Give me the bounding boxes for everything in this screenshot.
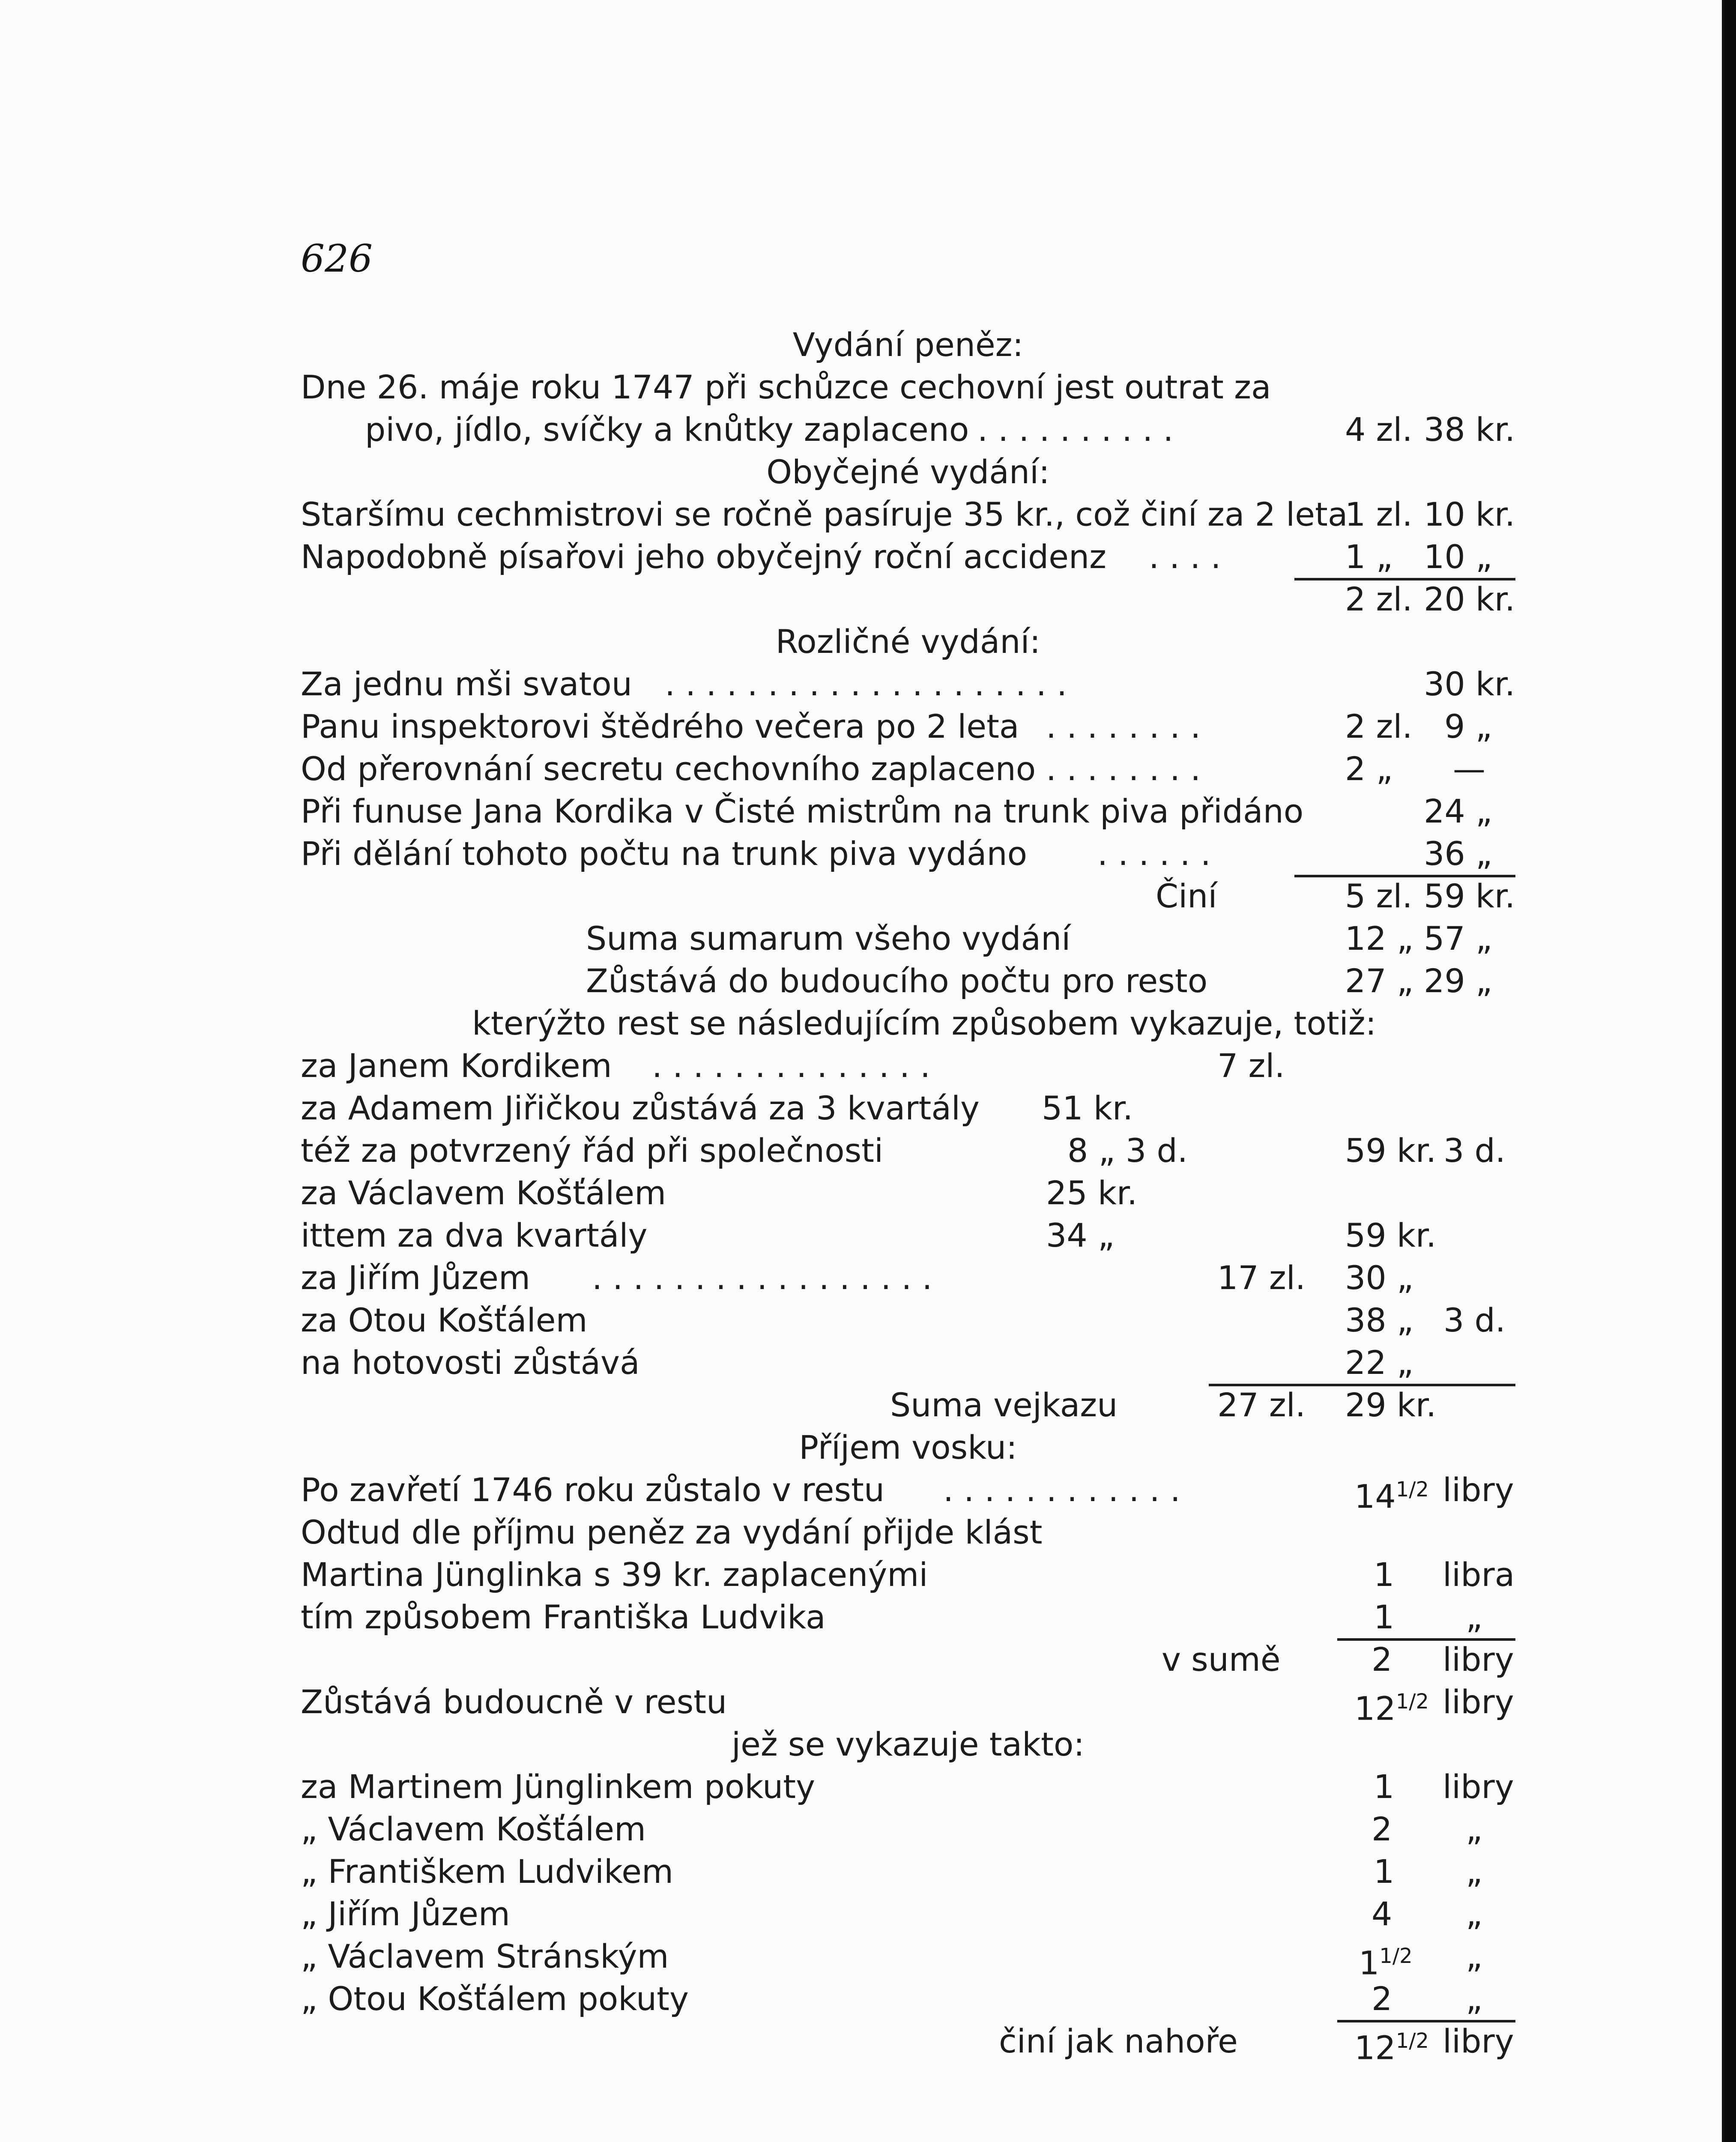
amount-fraction: 1/2 <box>1395 1478 1429 1502</box>
entry-line <box>301 1935 1515 1982</box>
amount-whole: 1 <box>1374 1852 1395 1891</box>
heading-text: Příjem vosku: <box>799 1428 1017 1466</box>
amount-whole: 12 <box>1354 1689 1396 1728</box>
amount-mid: 8 „ 3 d. <box>1067 1131 1188 1170</box>
entry-line <box>301 790 1515 832</box>
heading-prijem-vosku <box>301 1426 1515 1469</box>
entry-line <box>301 1681 1515 1728</box>
page-number: 626 <box>301 236 373 281</box>
entry-line <box>301 1087 1515 1129</box>
amount-fraction: 1/2 <box>1395 2029 1429 2053</box>
entry-line <box>301 960 1515 1002</box>
heading-vydani-penez <box>301 323 1515 366</box>
heading-obycejne-vydani <box>301 451 1515 493</box>
entry-text: Panu inspektorovi štědrého večera po 2 leta <box>301 707 1019 745</box>
entry-line <box>301 663 1515 705</box>
entry-text: na hotovosti zůstává <box>301 1343 640 1382</box>
amount-whole: 2 <box>1371 1810 1392 1848</box>
unit: „ <box>1466 1810 1483 1848</box>
entry-line <box>301 1850 1515 1893</box>
entry-text: Zůstává do budoucího počtu pro resto <box>586 962 1208 1000</box>
amount-libry <box>1359 1935 1413 1984</box>
amount-zl: 12 „ <box>1345 919 1414 957</box>
heading-rozlicne-vydani <box>301 620 1515 663</box>
total-line <box>301 1384 1515 1426</box>
amount-kr: 24 „ <box>1424 792 1493 830</box>
entry-line <box>301 1596 1515 1638</box>
amount-d: 3 d. <box>1443 1301 1506 1339</box>
entry-text: „ Jiřím Jůzem <box>301 1895 510 1933</box>
amount-whole: 12 <box>1354 2028 1396 2067</box>
amount-kr: 9 „ <box>1444 707 1492 745</box>
entry-text: ittem za dva kvartály <box>301 1216 648 1254</box>
total-line <box>301 2020 1515 2067</box>
entry-text: za Jiřím Jůzem <box>301 1259 530 1297</box>
entry-text: Odtud dle příjmu peněz za vydání přijde klást <box>301 1513 1043 1551</box>
amount-whole: 4 <box>1371 1895 1392 1933</box>
amount-kr: 29 „ <box>1424 962 1493 1000</box>
entry-line <box>301 1256 1515 1299</box>
amount-kr: 57 „ <box>1424 919 1493 957</box>
amount-fraction: 1/2 <box>1395 1690 1429 1714</box>
entry-text: Suma sumarum všeho vydání <box>586 919 1071 957</box>
amount-kr: 38 kr. <box>1424 410 1515 449</box>
entry-text: Martina Jünglinka s 39 kr. zaplacenými <box>301 1556 928 1594</box>
amount-whole: 1 <box>1374 1598 1395 1636</box>
amount-libry <box>1354 2020 1429 2069</box>
entry-text: Dne 26. máje roku 1747 při schůzce cechovní jest outrat za <box>301 368 1271 406</box>
heading-text: Obyčejné vydání: <box>766 453 1050 491</box>
unit: libra <box>1443 1556 1515 1594</box>
amount-mid: 51 kr. <box>1042 1089 1133 1127</box>
entry-text: za Martinem Jünglinkem pokuty <box>301 1768 816 1806</box>
amount-zl: 27 „ <box>1345 962 1414 1000</box>
entry-text: kterýžto rest se následujícím způsobem vykazuje, totiž: <box>472 1004 1377 1042</box>
entry-text: Při funuse Jana Kordika v Čisté mistrům na trunk piva přidáno <box>301 792 1304 830</box>
amount-d: 3 d. <box>1443 1131 1506 1170</box>
amount-kr: 59 kr. <box>1345 1131 1437 1170</box>
entry-line <box>301 1893 1515 1935</box>
entry-line <box>301 1044 1515 1087</box>
amount-kr: 59 kr. <box>1424 877 1515 915</box>
entry-line <box>301 1214 1515 1256</box>
amount-zl: 2 zl. <box>1345 707 1413 745</box>
entry-line <box>301 1977 1515 2020</box>
entry-text: za Adamem Jiřičkou zůstává za 3 kvartály <box>301 1089 980 1127</box>
entry-text: též za potvrzený řád při společnosti <box>301 1131 884 1170</box>
entry-text: tím způsobem Františka Ludvika <box>301 1598 826 1636</box>
leader-dots: .... <box>1149 538 1231 576</box>
amount-zl: 2 zl. <box>1345 580 1413 618</box>
unit: libry <box>1443 1640 1514 1678</box>
entry-text: Za jednu mši svatou <box>301 665 632 703</box>
entry-text: „ Václavem Stránským <box>301 1937 669 1975</box>
entry-line <box>301 1469 1515 1516</box>
entry-line <box>301 1129 1515 1172</box>
amount-mid: 7 zl. <box>1217 1047 1285 1085</box>
heading-text: Rozličné vydání: <box>775 622 1041 661</box>
amount-kr: — <box>1453 750 1485 788</box>
entry-line <box>301 832 1515 875</box>
entry-text: „ Františkem Ludvikem <box>301 1852 674 1891</box>
amount-whole: 1 <box>1374 1768 1395 1806</box>
amount-whole: 1 <box>1374 1556 1395 1594</box>
entry-line <box>301 366 1515 408</box>
unit: libry <box>1443 1768 1514 1806</box>
amount-kr: 22 „ <box>1345 1343 1414 1382</box>
entry-line <box>301 1511 1515 1553</box>
amount-mid: 25 kr. <box>1046 1174 1138 1212</box>
entry-line <box>301 1808 1515 1850</box>
entry-text: Suma vejkazu <box>890 1386 1118 1424</box>
unit: „ <box>1466 1852 1483 1891</box>
entry-line <box>301 917 1515 960</box>
amount-whole: 14 <box>1354 1477 1396 1516</box>
leader-dots: ........ <box>1046 750 1211 788</box>
amount-whole: 2 <box>1371 1640 1392 1678</box>
entry-text: Při dělání tohoto počtu na trunk piva vydáno <box>301 835 1028 873</box>
amount-whole: 2 <box>1371 1980 1392 2018</box>
amount-kr: 59 kr. <box>1345 1216 1437 1254</box>
entry-text: „ Otou Košťálem pokuty <box>301 1980 689 2018</box>
entry-line <box>301 1341 1515 1384</box>
unit: „ <box>1466 1980 1483 2018</box>
heading-text: jež se vykazuje takto: <box>731 1725 1085 1763</box>
unit: „ <box>1466 1895 1483 1933</box>
entry-line <box>301 1299 1515 1341</box>
amount-zl: 1 „ <box>1345 538 1393 576</box>
entry-text: v sumě <box>1162 1640 1281 1678</box>
amount-zl: 5 zl. <box>1345 877 1413 915</box>
amount-kr: 30 „ <box>1345 1259 1414 1297</box>
entry-text: za Václavem Košťálem <box>301 1174 666 1212</box>
entry-text: Zůstává budoucně v restu <box>301 1683 727 1721</box>
entry-line <box>301 1765 1515 1808</box>
entry-line <box>301 1002 1515 1044</box>
subtotal-line <box>301 875 1515 917</box>
entry-line <box>301 536 1515 578</box>
leader-dots: .............. <box>652 1047 941 1085</box>
leader-dots: .................... <box>665 665 1078 703</box>
amount-libry <box>1354 1681 1429 1729</box>
subtotal-line <box>301 1638 1515 1681</box>
amount-kr: 10 kr. <box>1424 495 1515 533</box>
unit: libry <box>1443 1683 1514 1721</box>
entry-text: Po zavřetí 1746 roku zůstalo v restu <box>301 1471 885 1509</box>
entry-text: Napodobně písařovi jeho obyčejný roční accidenz <box>301 538 1107 576</box>
amount-kr: 38 „ <box>1345 1301 1414 1339</box>
entry-line <box>301 1172 1515 1214</box>
leader-dots: ........ <box>1046 707 1211 745</box>
amount-kr: 29 kr. <box>1345 1386 1437 1424</box>
unit: libry <box>1443 1471 1514 1509</box>
heading-jez-se-vykazuje <box>301 1723 1515 1765</box>
entry-text: za Otou Košťálem <box>301 1301 588 1339</box>
entry-line <box>301 408 1515 451</box>
entry-text: „ Václavem Košťálem <box>301 1810 646 1848</box>
entry-text: pivo, jídlo, svíčky a knůtky zaplaceno <box>365 410 969 449</box>
entry-line <box>301 748 1515 790</box>
leader-dots: .......... <box>977 410 1184 449</box>
amount-mid: 34 „ <box>1046 1216 1115 1254</box>
unit: „ <box>1466 1937 1483 1975</box>
entry-text: za Janem Kordikem <box>301 1047 612 1085</box>
amount-libry <box>1354 1469 1429 1517</box>
amount-zl: 17 zl. <box>1217 1259 1306 1297</box>
leader-dots: ...... <box>1097 835 1221 873</box>
subtotal-line <box>301 578 1515 620</box>
leader-dots: ............ <box>943 1471 1191 1509</box>
amount-zl: 2 „ <box>1345 750 1393 788</box>
amount-whole: 1 <box>1359 1944 1380 1982</box>
amount-zl: 27 zl. <box>1217 1386 1306 1424</box>
amount-fraction: 1/2 <box>1379 1944 1413 1968</box>
amount-kr: 36 „ <box>1424 835 1493 873</box>
amount-kr: 30 kr. <box>1424 665 1515 703</box>
unit: „ <box>1466 1598 1483 1636</box>
entry-line <box>301 705 1515 748</box>
entry-line <box>301 493 1515 536</box>
unit: libry <box>1443 2022 1514 2060</box>
amount-kr: 20 kr. <box>1424 580 1515 618</box>
entry-text: Od přerovnání secretu cechovního zaplaceno <box>301 750 1036 788</box>
amount-zl: 4 zl. <box>1345 410 1413 449</box>
amount-kr: 10 „ <box>1424 538 1493 576</box>
amount-zl: 1 zl. <box>1345 495 1413 533</box>
heading-text: Vydání peněz: <box>792 326 1024 364</box>
entry-text: Staršímu cechmistrovi se ročně pasíruje 35 kr., což činí za 2 leta <box>301 495 1348 533</box>
entry-text: Činí <box>1156 877 1217 915</box>
leader-dots: ................. <box>592 1259 943 1297</box>
entry-text: činí jak nahoře <box>999 2022 1238 2060</box>
entry-line <box>301 1553 1515 1596</box>
account-text <box>301 323 1515 2067</box>
